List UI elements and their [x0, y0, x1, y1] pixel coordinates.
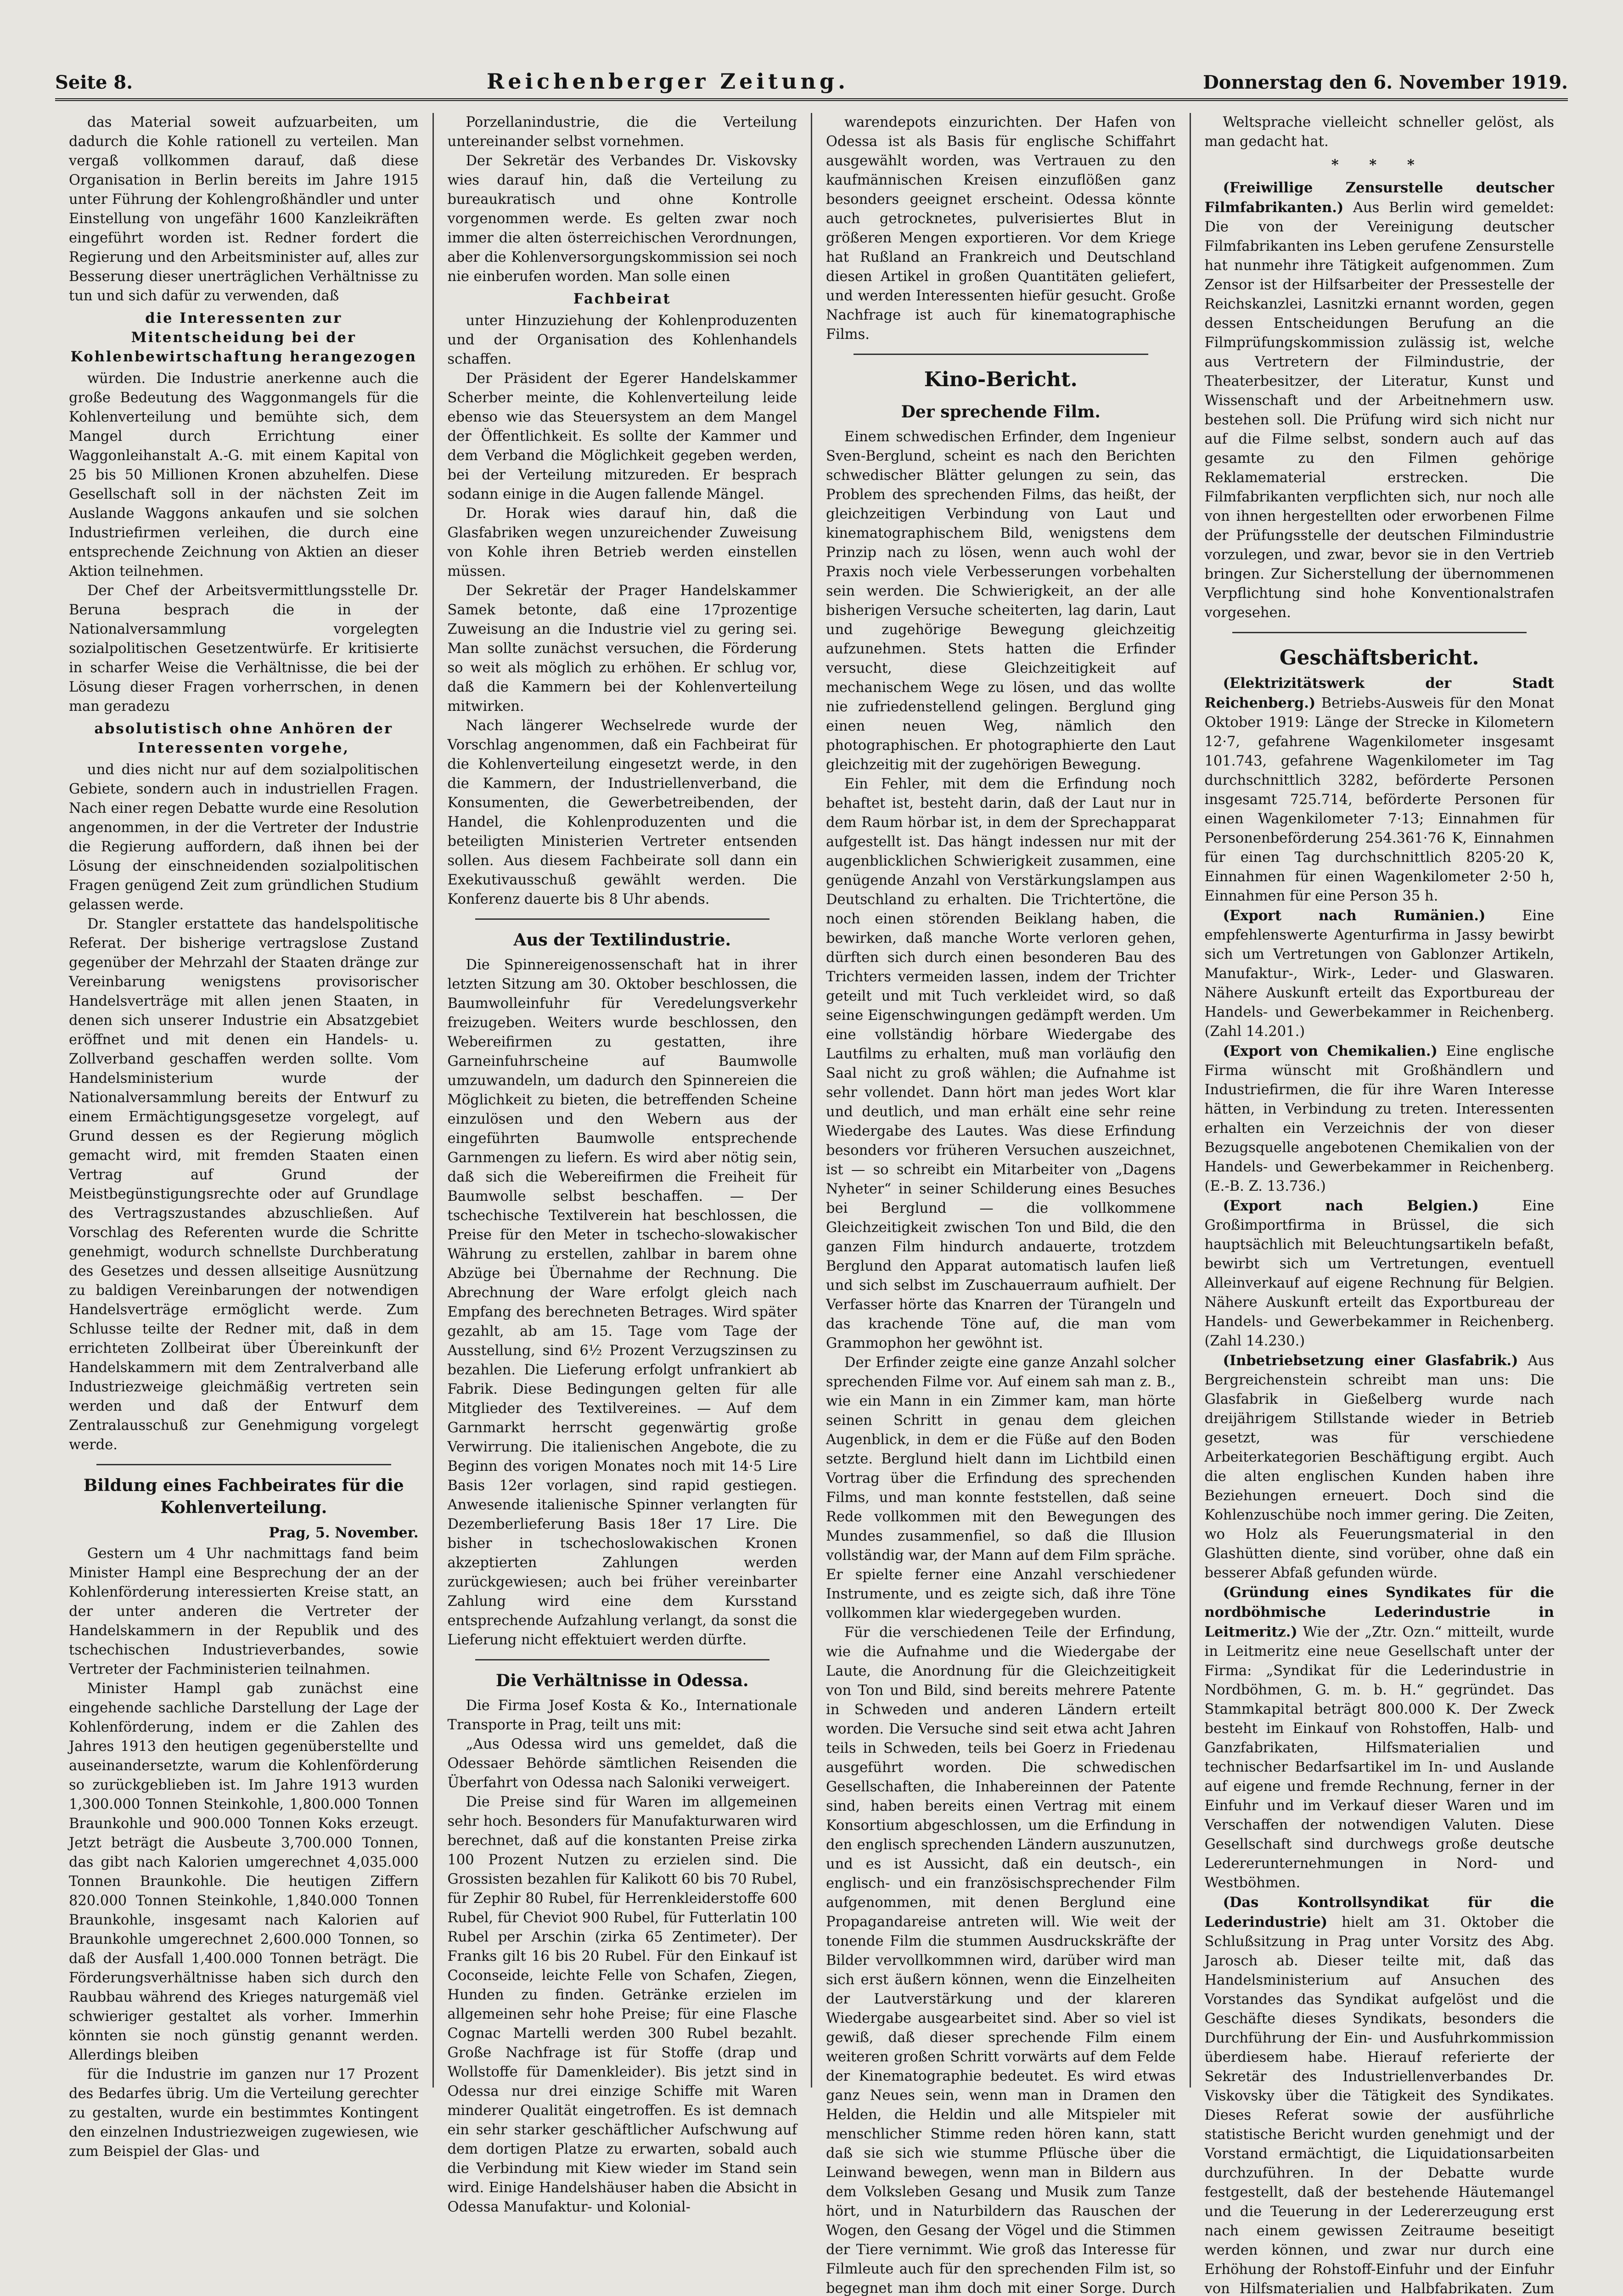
paragraph: Minister Hampl gab zunächst eine eingehende sachliche Darstellung der Lage der Kohlenförderung, indem er die Zahlen des Jahres 1913 den heutigen gegenüberstellte und auseinandersetzte, warum die Kohlenförderung so zurückgeblieben ist. Im Jahre 1913 wurden 1,300.000 Tonnen Steinkohle, 1,800.000 Tonnen Braunkohle und 900.000 Tonnen Koks erzeugt. Jetzt beträgt die Ausbeute 3,700.000 Tonnen, das gibt nach Kalorien umgerechnet 4,035.000 Tonnen Braunkohle. Die heutigen Ziffern 820.000 Tonnen Steinkohle, 1,840.000 Tonnen Braunkohle, insgesamt nach Kalorien auf Braunkohle umgerechnet 2,600.000 Tonnen, so daß der Ausfall 1,400.000 Tonnen beträgt. Die Förderungsverhältnisse haben sich durch den Raubbau während des Krieges naturgemäß viel schwieriger gestaltet als vorher. Immerhin könnten sie noch günstig genannt werden. Allerdings bleiben [69, 1681, 419, 2063]
notice-text: Aus Berlin wird gemeldet: Die von der Vereinigung deutscher Filmfabrikanten ins Leben gerufene Zensurstelle hat nunmehr ihre Tätigkeit aufgenommen. Zum Zensor ist der Hilfsarbeiter der Pressestelle der Reichskanzlei, Lasnitzki ernannt worden, gegen dessen Entscheidungen Berufung an die Filmprüfungskommission zulässig ist, welche aus Vertretern der Filmindustrie, der Theaterbesitzer, der Literatur, Kunst und Wissenschaft und der Arbeitnehmern usw. bestehen soll. Die Prüfung wird sich nicht nur auf die Filme selbst, sondern auch auf das gesamte zu den Filmen gehörige Reklamematerial erstrecken. Die Filmfabrikanten verpflichten sich, nur noch alle von ihnen hergestellten oder erworbenen Filme der Prüfungsstelle der deutschen Filmindustrie vorzulegen, und zwar, bevor sie in den Vertrieb bringen. Zur Sicherstellung der übernommenen Verpflichtung sind hohe Konventionalstrafen vorgesehen. [1204, 200, 1554, 621]
emphasis-line: absolutistisch ohne Anhören der Interessenten vorgehe, [94, 720, 393, 756]
paragraph: für die Industrie im ganzen nur 17 Prozent des Bedarfes übrig. Um die Verteilung gerechter zu gestalten, wurde ein bestimmtes Kontingent den einzelnen Industriezweigen zugewiesen, wie zum Beispiel der Glas- und [69, 2066, 419, 2160]
notice [1205, 178, 1555, 623]
paragraph: Weltsprache vielleicht schneller gelöst, als man gedacht hat. [1204, 114, 1554, 150]
paragraph: würden. Die Industrie anerkenne auch die große Bedeutung des Waggonmangels für die Kohlenverteilung und bemühte sich, dem Mangel durch Errichtung einer Waggonleihanstalt A.-G. mit einem Kapital von 25 bis 50 Millionen Kronen abzuhelfen. Diese Gesellschaft soll in der nächsten Zeit im Auslande Waggons ankaufen und sie solchen Industriefirmen verleihen, die durch eine entsprechende Zeichnung von Aktien an dieser Aktion teilnehmen. [69, 371, 419, 580]
paragraph: Porzellanindustrie, die die Verteilung untereinander selbst vornehmen. [447, 114, 797, 150]
notice-tag: (Das Kontrollsyndikat für die Lederindustrie) [1204, 1894, 1554, 1930]
paragraph: Der Sekretär der Prager Handelskammer Samek betonte, daß eine 17prozentige Zuweisung an die Industrie viel zu gering sei. Man sollte zunächst versuchen, die Förderung so weit als möglich zu erhöhen. Er schlug vor, daß die Kammern bei der Kohlenverteilung mitwirken. [447, 583, 797, 715]
divider [475, 918, 770, 920]
divider [854, 354, 1148, 355]
columns [55, 113, 1568, 2296]
divider [475, 1659, 770, 1660]
notice [1205, 1041, 1555, 1196]
paragraph: Die Firma Josef Kosta & Ko., Internationale Transporte in Prag, teilt uns mit: [447, 1698, 797, 1733]
paragraph: Dr. Horak wies darauf hin, daß die Glasfabriken wegen unzureichender Zuweisung von Kohle ihren Betrieb werden einstellen müssen. [447, 506, 797, 580]
notice [1205, 674, 1555, 906]
divider [96, 1464, 391, 1465]
notice [1205, 1583, 1555, 1893]
issue-date: Donnerstag den 6. November 1919. [1203, 72, 1568, 93]
notice [1205, 1893, 1555, 2296]
dateline: Prag, 5. November. [269, 1525, 419, 1541]
notice-text: Eine Großimportfirma in Brüssel, die sich hauptsächlich mit Beleuchtungsartikeln befaßt, bewirbt sich um Vertretungen, eventuell Alleinverkauf auf eigene Rechnung für Belgien. Nähere Auskunft erteilt das Exportbureau der Handels- und Gewerbekammer in Reichenberg. (Zahl 14.230.) [1204, 1198, 1554, 1349]
notice-text: hielt am 31. Oktober die Schlußsitzung in Prag unter Vorsitz des Abg. Jarosch ab. Dieser teilte mit, daß das Handelsministerium auf Ansuchen des Vorstandes das Syndikat aufgelöst und die Geschäfte dieses Syndikats, besonders die Durchführung der Ein- und Ausfuhrkommission überdiesem habe. Hierauf referierte der Sekretär des Industriellenverbandes Dr. Viskovsky über die Tätigkeit des Syndikates. Dieses Referat sowie der ausführliche statistische Bericht wurden genehmigt und der Vorstand ermächtigt, die Liquidationsarbeiten durchzuführen. In der Debatte wurde festgestellt, daß der bestehende Häutemangel und die Teuerung in der Ledererzeugung erst nach einem gewissen Zeitraume beseitigt werden können, und zwar nur durch eine Erhöhung der Rohstoff-Einfuhr und der Einfuhr von Hilfsmaterialien und Halbfabrikaten. Zum [1204, 1914, 1555, 2296]
notice-tag: (Export nach Belgien.) [1223, 1198, 1479, 1214]
section-headline: Kino-Bericht. [924, 368, 1078, 391]
column-1 [55, 113, 434, 2160]
notice [1205, 906, 1555, 1041]
divider [1232, 632, 1527, 633]
notice [1205, 1196, 1555, 1351]
paragraph: warendepots einzurichten. Der Hafen von Odessa ist als Basis für englische Schiffahrt ausgewählt worden, was Vertrauen zu den kaufmännischen Kreisen einzuflößen ganz besonders geeignet erscheint. Odessa könnte auch getrocknetes, pulverisiertes Blut in größeren Mengen exportieren. Vor dem Kriege hat Rußland an Frankreich und Deutschland diesen Artikel in großen Quantitäten geliefert, und werden Interessenten hiefür gesucht. Große Nachfrage ist auch für kinematographische Films. [826, 114, 1176, 343]
notice-text: Betriebs-Ausweis für den Monat Oktober 1919: Länge der Strecke in Kilometern 12·7, gefahrene Wagenkilometer insgesamt 101.743, gefahrene Wagenkilometer im Tag durchschnittlich 3282, beförderte Personen insgesamt 725.714, beförderte Personen für einen Wagenkilometer 7·13; Einnahmen für Personenbeförderung 254.361·76 K, Einnahmen für einen Tag durchschnittlich 8205·20 K, Einnahmen für einen Wagenkilometer 2·50 h, Einnahmen für eine Person 35 h. [1204, 695, 1554, 904]
article-headline: Aus der Textilindustrie. [513, 930, 731, 950]
paragraph: „Aus Odessa wird uns gemeldet, daß die Odessaer Behörde sämtlichen Reisenden die Überfahrt von Odessa nach Saloniki verweigert. [447, 1736, 797, 1791]
emphasis-line: die Interessenten zur Mitentscheidung bei der Kohlenbewirtschaftung herangezogen [70, 310, 417, 365]
paragraph: Dr. Stangler erstattete das handelspolitische Referat. Der bisherige vertragslose Zustand gegenüber der Mehrzahl der Staaten dränge zur Vereinbarung wenigstens provisorischer Handelsverträge mit allen jenen Staaten, in denen sich unserer Industrie ein Absatzgebiet eröffnet und mit denen ein Handels- u. Zollverband geschaffen werden sollte. Vom Handelsministerium wurde der Nationalversammlung bereits der Entwurf zu einem Ermächtigungsgesetze vorgelegt, auf Grund dessen es der Regierung möglich gemacht wird, mit fremden Staaten einen Vertrag auf Grund der Meistbegünstigungsrechte oder auf Grundlage des Vertragszustandes abzuschließen. Auf Vorschlag des Referenten wurde die Schritte genehmigt, wodurch schnellste Durchberatung des Gesetzes und dessen allseitige Ausnützung zu baldigen Vereinbarungen der notwendigen Handelsverträge ermöglicht werde. Zum Schlusse teilte der Redner mit, daß in dem errichteten Zollbeirat über Übereinkunft der Handelskammern mit dem Zentralverband alle Industriezweige gleichmäßig vertreten sein werden und daß der Entwurf dem Zentralausschuß zur Genehmigung vorgelegt werde. [69, 916, 419, 1453]
paragraph: und dies nicht nur auf dem sozialpolitischen Gebiete, sondern auch in industriellen Fragen. Nach einer regen Debatte wurde eine Resolution angenommen, in der die Vertreter der Industrie die Regierung auffordern, daß ihnen bei der Lösung der einschneidenden sozialpolitischen Fragen genügend Zeit zum gründlichen Studium gelassen werde. [69, 762, 419, 913]
paragraph: Nach längerer Wechselrede wurde der Vorschlag angenommen, daß ein Fachbeirat für die Kohlenverteilung eingesetzt werde, in den die Kammern, der Industriellenverband, die Konsumenten, die Gewerbetreibenden, der Handel, die Kohlenproduzenten und die beteiligten Ministerien Vertreter entsenden sollen. Aus diesem Fachbeirate soll dann ein Exekutivausschuß gewählt werden. Die Konferenz dauerte bis 8 Uhr abends. [447, 718, 797, 907]
emphasis-line: Fachbeirat [573, 291, 671, 307]
notice-tag: (Elektrizitätswerk der Stadt Reichenberg.) [1204, 675, 1554, 711]
paragraph: Ein Fehler, mit dem die Erfindung noch behaftet ist, besteht darin, daß der Laut nur in dem Raum hörbar ist, in dem der Sprechapparat aufgestellt ist. Das hängt indessen nur mit der augenblicklichen Schwierigkeit zusammen, eine genügende Anzahl von Verstärkungslampen aus Deutschland zu erhalten. Die Trichtertöne, die noch einen störenden Beiklang haben, die bewirken, daß manche Worte verloren gehen, dürften sich durch einen besonderen Bau des Trichters vermeiden lassen, indem der Trichter geteilt und mit Tuch verkleidet wird, so daß seine Eigenschwingungen gedämpft werden. Um eine vollständig hörbare Wiedergabe des Lautfilms zu erhalten, muß man vorläufig den Saal nicht zu groß wählen; die Aufnahme ist sehr vollendet. Dann hört man jedes Wort klar und deutlich, und man erhält eine sehr reine Wiedergabe des Lautes. Was diese Erfindung besonders vor früheren Versuchen auszeichnet, ist — so schreibt ein Mitarbeiter von „Dagens Nyheter“ in seiner Schilderung eines Besuches bei Berglund — die vollkommene Gleichzeitigkeit zwischen Ton und Bild, die den ganzen Film hindurch andauerte, trotzdem Berglund den Apparat automatisch laufen ließ und sich selbst im Zuschauerraum aufhielt. Der Verfasser hörte das Knarren der Türangeln und das krachende Töne auf, die man vom Grammophon her gewöhnt ist. [826, 776, 1176, 1351]
running-head [55, 69, 1568, 101]
paragraph: Für die verschiedenen Teile der Erfindung, wie die Aufnahme und die Wiedergabe der Laute, die Anordnung für die Gleichzeitigkeit von Ton und Bild, sind bereits mehrere Patente in Schweden und anderen Ländern erteilt worden. Die Versuche sind seit etwa acht Jahren teils in Schweden, teils bei Goerz in Friedenau ausgeführt worden. Die schwedischen Gesellschaften, die Inhabereinnen der Patente sind, haben bereits einen Vertrag mit einem Konsortium abgeschlossen, um die Erfindung in den englisch sprechenden Ländern auszunutzen, und es ist Aussicht, daß ein deutsch-, ein englisch- und ein französischsprechender Film aufgenommen, mit denen Berglund eine Propagandareise antreten will. Wie weit der tonende Film die stummen Ausdruckskräfte der Bilder vervollkommnen wird, darüber wird man sich erst äußern können, wenn die Einzelheiten der Lautverstärkung und der klareren Wiedergabe ausgearbeitet sind. Aber so viel ist gewiß, daß dieser sprechende Film einem weiteren großen Schritt vorwärts auf dem Felde der Kinematographie bedeutet. Es wird etwas ganz Neues sein, wenn man in Dramen den Helden, die Heldin und alle Mitspieler mit menschlicher Stimme reden hören kann, statt daß sie sich wie stumme Pflüsche über die Leinwand bewegen, wenn man in Bildern aus dem Volksleben Gesang und Musik zum Tanze hört, und in Naturbildern das Rauschen der Wogen, den Gesang der Vögel und die Stimmen der Tiere vernimmt. Wie groß das Interesse für Filmleute auch für den sprechenden Film ist, so begegnet man ihm doch mit einer Sorge. Durch [826, 1625, 1176, 2296]
masthead: Reichenberger Zeitung. [487, 69, 849, 94]
paragraph: unter Hinzuziehung der Kohlenproduzenten und der Organisation des Kohlenhandels schaffen. [447, 313, 797, 367]
notice-tag: (Export von Chemikalien.) [1223, 1043, 1438, 1059]
notice-text: Eine englische Firma wünscht mit Großhändlern und Industriefirmen, die für ihre Waren Interesse hätten, in Verbindung zu treten. Interessenten erhalten ein Verzeichnis der von dieser Bezugsquelle angebotenen Chemikalien von der Handels- und Gewerbekammer in Reichenberg. (E.-B. Z. 13.736.) [1204, 1043, 1554, 1194]
paragraph: Der Erfinder zeigte eine ganze Anzahl solcher sprechenden Filme vor. Auf einem sah man z. B., wie ein Mann in ein Zimmer kam, man hörte seinen Schritt in genau dem gleichen Augenblick, in dem er die Füße auf den Boden setzte. Berglund hielt dann im Lichtbild einen Vortrag über die Erfindung des sprechenden Films, und man konnte feststellen, daß seine Rede vollkommen mit den Bewegungen des Mundes zusammenfiel, so daß die Illusion vollständig war, der Mann auf dem Film spräche. Er spielte ferner eine Anzahl verschiedener Instrumente, und es zeigte sich, daß ihre Töne vollkommen klar wiedergegeben wurden. [826, 1355, 1176, 1621]
notice-tag: (Freiwillige Zensurstelle deutscher Filmfabrikanten.) [1204, 180, 1554, 216]
section-headline: Geschäftsbericht. [1279, 646, 1479, 670]
notice-text: Wie der „Ztr. Ozn.“ mitteilt, wurde in Leitmeritz eine neue Gesellschaft unter der Firma: „Syndikat für die Lederindustrie in Nordböhmen, G. m. b. H.“ gegründet. Das Stammkapital beträgt 800.000 K. Der Zweck besteht im Einkauf von Rohstoffen, Halb- und Ganzfabrikaten, Hilfsmaterialien und technischer Bedarfsartikel im In- und Auslande auf eigene und fremde Rechnung, ferner in der Einfuhr und im Verkauf dieser Waren und im Verschaffen der notwendigen Valuten. Diese Gesellschaft sind durchwegs große deutsche Ledererunternehmungen in Nord- und Westböhmen. [1204, 1624, 1554, 1891]
notice-text: Eine empfehlenswerte Agenturfirma in Jassy bewirbt sich um Vertretungen von Gablonzer Artikeln, Manufaktur-, Wirk-, Leder- und Glaswaren. Nähere Auskunft erteilt das Exportbureau der Handels- und Gewerbekammer in Reichenberg. (Zahl 14.201.) [1204, 908, 1554, 1040]
notice-tag: (Gründung eines Syndikates für die nordböhmische Lederindustrie in Leitmeritz.) [1204, 1584, 1554, 1640]
paragraph: das Material soweit aufzuarbeiten, um dadurch die Kohle rationell zu verteilen. Man vergaß vollkommen darauf, daß diese Organisation in Berlin bereits im Jahre 1915 unter Führung der Kohlengroßhändler und unter Einstellung von ungefähr 1600 Kanzleikräften eingeführt worden ist. Redner fordert die Regierung und den Arbeitsminister auf, alles zur Besserung dieser unerträglichen Verhältnisse zu tun und sich dafür zu verwenden, daß [69, 114, 419, 304]
page-number: Seite 8. [55, 72, 133, 93]
article-headline: Bildung eines Fachbeirates für die Kohlenverteilung. [83, 1476, 404, 1517]
paragraph: Gestern um 4 Uhr nachmittags fand beim Minister Hampl eine Besprechung der an der Kohlenförderung interessierten Kreise statt, an der unter anderen die Vertreter der Handelskammern in der Republik und des tschechischen Industrieverbandes, sowie Vertreter der Fachministerien teilnahmen. [69, 1546, 419, 1677]
paragraph: Der Präsident der Egerer Handelskammer Scherber meinte, die Kohlenverteilung leide ebenso wie das Steuersystem an dem Mangel der Öffentlichkeit. Es sollte der Kammer und dem Verband die Möglichkeit gegeben werden, bei der Verteilung mitzureden. Er besprach sodann einige in die Augen fallende Mängel. [447, 371, 797, 502]
section-separator: * * * [1331, 157, 1427, 173]
notice-text: Aus Bergreichenstein schreibt man uns: Die Glasfabrik in Gießelberg wurde nach dreijährigem Stillstande wieder in Betrieb gesetzt, was für verschiedene Arbeiterkategorien Beschäftigung ergibt. Auch die alten englischen Kunden haben ihre Beziehungen erneuert. Doch sind die Kohlenzuschübe noch immer gering. Die Zeiten, wo Holz als Feuerungsmaterial in den Glashütten diente, sind vorüber, ohne daß ein besserer Abfaß gefunden würde. [1204, 1353, 1554, 1581]
column-3 [812, 113, 1191, 2296]
notice-tag: (Export nach Rumänien.) [1223, 907, 1486, 924]
paragraph: Der Chef der Arbeitsvermittlungsstelle Dr. Beruna besprach die in der Nationalversammlung vorgelegten sozialpolitischen Gesetzentwürfe. Er kritisierte in scharfer Weise die Verhältnisse, die bei der Lösung dieser Fragen vorherrschen, in denen man geradezu [69, 583, 419, 715]
paragraph: Die Preise sind für Waren im allgemeinen sehr hoch. Besonders für Manufakturwaren wird berechnet, daß auf die konstanten Preise zirka 100 Prozent Nutzen zu erzielen sind. Die Grossisten bezahlen für Kalikott 60 bis 70 Rubel, für Zephir 80 Rubel, für Herrenkleiderstoffe 600 Rubel, für Cheviot 900 Rubel, für Futterlatin 100 Rubel per Arschin (zirka 65 Zentimeter). Der Franks gilt 16 bis 20 Rubel. Für den Einkauf ist Coconseide, leichte Felle von Schafen, Ziegen, Hunden zu finden. Getränke erzielen im allgemeinen sehr hohe Preise; für eine Flasche Cognac Martelli werden 300 Rubel bezahlt. Große Nachfrage ist für Stoffe (drap und Wollstoffe für Damenkleider). Bis jetzt sind in Odessa nur drei einzige Schiffe mit Waren minderer Qualität eingetroffen. Es ist demnach ein sehr starker geschäftlicher Aufschwung auf dem dortigen Platze zu erwarten, sobald auch die Verbindung mit Kiew wieder im Stand sein wird. Einige Handelshäuser haben die Absicht in Odessa Manufaktur- und Kolonial- [447, 1794, 797, 2215]
paragraph: Der Sekretär des Verbandes Dr. Viskovsky wies darauf hin, daß die Verteilung zu bureaukratisch und ohne Kontrolle vorgenommen werde. Es gelten zwar noch immer die alten österreichischen Verordnungen, aber die Kohlenversorgungskommission sei noch nie einberufen worden. Man solle einen [447, 153, 797, 285]
paragraph: Die Spinnereigenossenschaft hat in ihrer letzten Sitzung am 30. Oktober beschlossen, die Baumwolleinfuhr für Veredelungsverkehr freizugeben. Weiters wurde beschlossen, den Webereifirmen zu gestatten, ihre Garneinfuhrscheine auf Baumwolle umzuwandeln, um dadurch den Spinnereien die Möglichkeit zu bieten, die betreffenden Scheine einzulösen und den Webern aus der eingeführten Baumwolle entsprechende Garnmengen zu liefern. Es wird aber nötig sein, daß sich die Webereifirmen die Freiheit für Baumwolle selbst beschaffen. — Der tschechische Textilverein hat beschlossen, die Preise für den Meter in tschecho-slowakischer Währung zu erstellen, zahlbar in barem ohne Abzüge bei Übernahme der Rechnung. Die Abrechnung der Ware erfolgt gleich nach Empfang des berechneten Betrages. Wird später gezahlt, ab am 15. Tage vom Tage der Ausstellung, sind 6½ Prozent Verzugszinsen zu bezahlen. Die Lieferung erfolgt unfrankiert ab Fabrik. Diese Bedingungen gelten für alle Mitglieder des Textilvereines. — Auf dem Garnmarkt herrscht gegenwärtig große Verwirrung. Die italienischen Angebote, die zu Beginn des vorigen Monates noch mit 14·5 Lire Basis 12er vorlagen, sind rapid gestiegen. Anwesende italienische Spinner verlangten für Dezemberlieferung Basis 18er 17 Lire. Die bisher in tschechoslowakischen Kronen akzeptierten Zahlungen werden zurückgewiesen; auch bei früher vereinbarter Zahlung wird eine dem Kursstand entsprechende Aufzahlung verlangt, da sonst die Lieferung nicht effektuiert werden dürfte. [447, 957, 797, 1648]
column-2 [434, 113, 813, 2215]
article-headline: Die Verhältnisse in Odessa. [495, 1671, 749, 1690]
article-headline: Der sprechende Film. [901, 402, 1101, 422]
notice [1205, 1351, 1555, 1583]
column-4 [1191, 113, 1568, 2296]
notice-tag: (Inbetriebsetzung einer Glasfabrik.) [1223, 1352, 1518, 1369]
paragraph: Einem schwedischen Erfinder, dem Ingenieur Sven-Berglund, scheint es nach den Berichten schwedischer Blätter gelungen zu sein, das Problem des sprechenden Films, das heißt, der gleichzeitigen Verbindung von Laut und kinematographischem Bild, wenigstens dem Prinzip nach zu lösen, wenn auch wohl der Praxis noch viele Verbesserungen vorbehalten sein werden. Die Schwierigkeit, an der alle bisherigen Versuche scheiterten, lag darin, Laut und zugehörige Bewegung gleichzeitig aufzunehmen. Stets hatten die Erfinder versucht, diese Gleichzeitigkeit auf mechanischem Wege zu lösen, und das wollte nie zufriedenstellend gelingen. Berglund ging einen neuen Weg, nämlich den photographischen. Er photographierte den Laut gleichzeitig mit der zugehörigen Bewegung. [826, 429, 1176, 773]
